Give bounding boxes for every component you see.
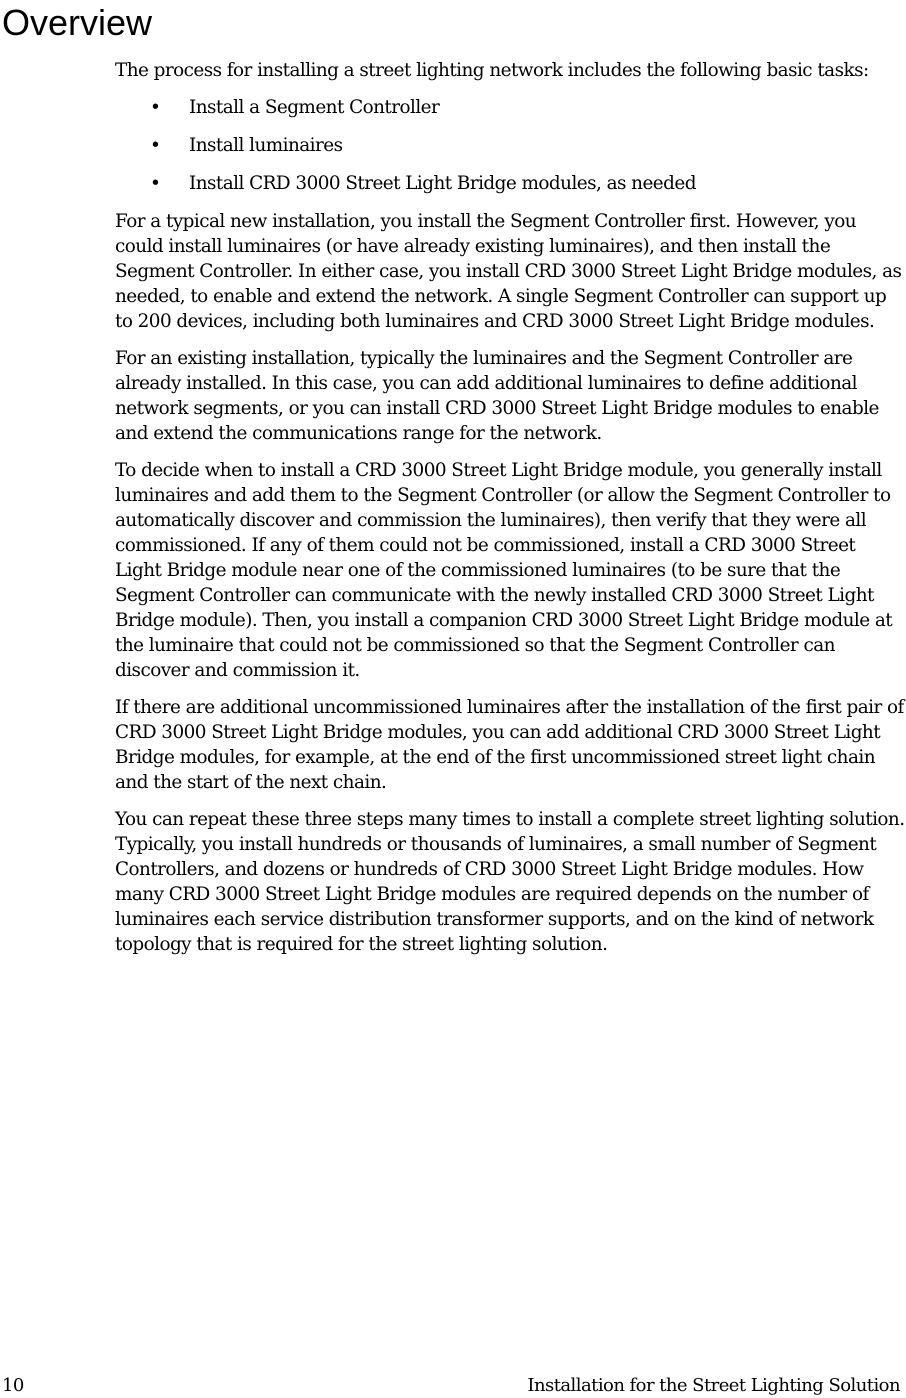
list-item-text: Install luminaires bbox=[189, 135, 343, 156]
intro-paragraph: The process for installing a street lighting network includes the following basic tasks: bbox=[115, 60, 869, 81]
task-list bbox=[115, 95, 905, 196]
paragraph-when-to-install: To decide when to install a CRD 3000 Street Light Bridge module, you generally install luminaires and add them to the Segment Controller (or allow the Segment Controller to automatically discover and commission the luminaires), then verify that they were all commissioned. If any of them could not be commissioned, install a CRD 3000 Street Light Bridge module near one of the commissioned luminaires (to be sure that the Segment Controller can communicate with the newly installed CRD 3000 Street Light Bridge module). Then, you install a companion CRD 3000 Street Light Bridge module at the luminaire that could not be commissioned so that the Segment Controller can discover and commission it. bbox=[115, 460, 893, 681]
running-title: Installation for the Street Lighting Solution bbox=[527, 1375, 900, 1396]
page-footer bbox=[0, 1374, 900, 1398]
paragraph-existing-installation: For an existing installation, typically the luminaires and the Segment Controller are already installed. In this case, you can add additional luminaires to define additional network segments, or you can install CRD 3000 Street Light Bridge modules to enable and extend the communications range for the network. bbox=[115, 348, 879, 444]
page-title: Overview bbox=[2, 2, 153, 43]
list-item-text: Install CRD 3000 Street Light Bridge modules, as needed bbox=[189, 173, 696, 194]
list-item bbox=[115, 133, 905, 158]
document-body bbox=[115, 58, 905, 969]
list-item-text: Install a Segment Controller bbox=[189, 97, 440, 118]
paragraph-additional-uncommissioned: If there are additional uncommissioned luminaires after the installation of the first pair of CRD 3000 Street Light Bridge modules, you can add additional CRD 3000 Street Light Bridge modules, for example, at the end of the first uncommissioned street light chain and the start of the next chain. bbox=[115, 697, 904, 793]
bullet-icon: • bbox=[150, 173, 161, 194]
bullet-icon: • bbox=[150, 97, 161, 118]
list-item bbox=[115, 95, 905, 120]
paragraph-repeat-steps: You can repeat these three steps many times to install a complete street lighting solution. Typically, you install hundreds or thousands of luminaires, a small number of Segment Controllers, and dozens or hundreds of CRD 3000 Street Light Bridge modules. How many CRD 3000 Street Light Bridge modules are required depends on the number of luminaires each service distribution transformer supports, and on the kind of network topology that is required for the street lighting solution. bbox=[115, 809, 905, 955]
page-number: 10 bbox=[2, 1375, 24, 1396]
bullet-icon: • bbox=[150, 135, 161, 156]
paragraph-new-installation: For a typical new installation, you install the Segment Controller first. However, you could install luminaires (or have already existing luminaires), and then install the Segment Controller. In either case, you install CRD 3000 Street Light Bridge modules, as needed, to enable and extend the network. A single Segment Controller can support up to 200 devices, including both luminaires and CRD 3000 Street Light Bridge modules. bbox=[115, 211, 902, 332]
list-item bbox=[115, 171, 905, 196]
